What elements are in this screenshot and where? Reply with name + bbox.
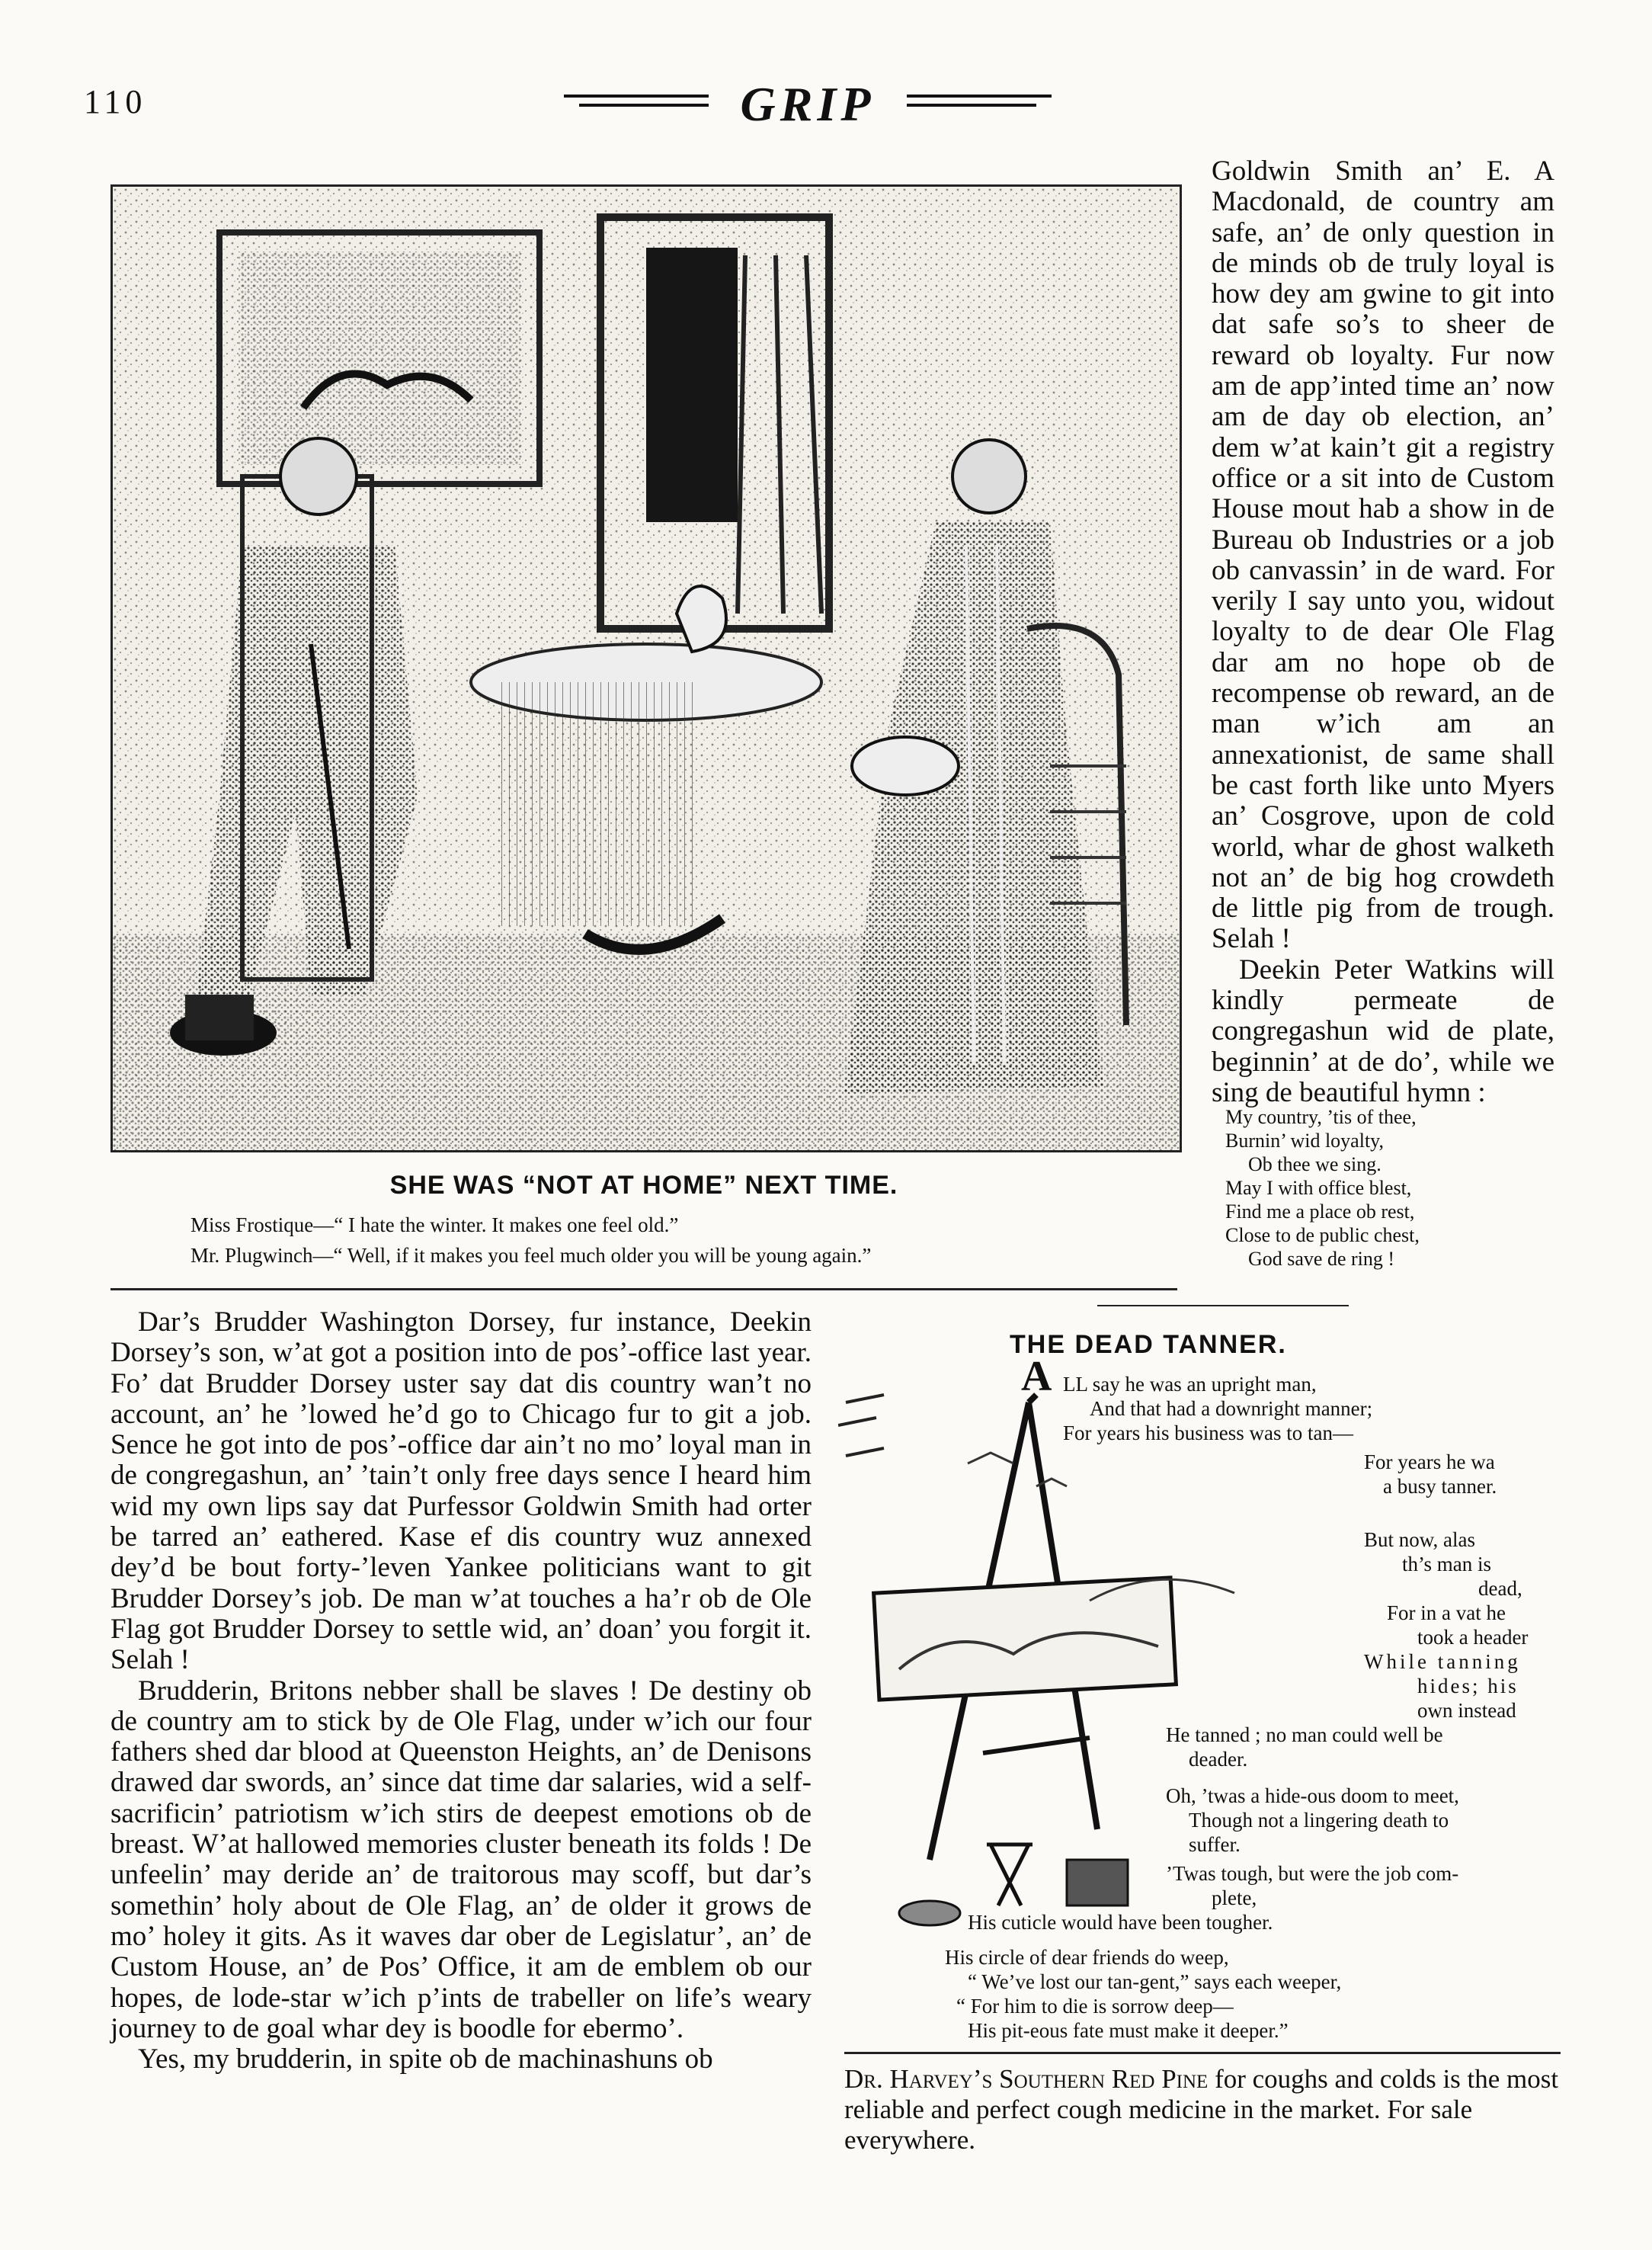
poem-line: hides; his xyxy=(1417,1675,1519,1697)
hymn-line: God save de ring ! xyxy=(1248,1248,1395,1270)
poem-line: For in a vat he xyxy=(1387,1601,1506,1624)
divider xyxy=(844,2052,1561,2054)
poem-line: His cuticle would have been tougher. xyxy=(968,1911,1273,1934)
right-column-text xyxy=(1212,156,1554,1108)
cartoon-illustration xyxy=(110,184,1182,1152)
page-number: 110 xyxy=(84,83,147,120)
poem-line: ’Twas tough, but were the job com- xyxy=(1166,1862,1459,1885)
ad-brand: Dr. Harvey’s Southern Red Pine xyxy=(844,2064,1209,2094)
parlour-scene-drawing xyxy=(113,187,1180,1150)
drop-cap: A xyxy=(1021,1353,1052,1400)
left-column-text xyxy=(110,1307,812,2075)
poem-title: THE DEAD TANNER. xyxy=(1010,1330,1287,1359)
paragraph: Deekin Peter Watkins will kindly permeate de congregashun wid de plate, beginnin’ at de do’, while we sing de beautiful hymn : xyxy=(1212,954,1554,1108)
cartoon-caption-line: Mr. Plugwinch—“ Well, if it makes you feel much older you will be young again.” xyxy=(190,1244,872,1267)
poem-line: But now, alas xyxy=(1364,1528,1475,1551)
poem-line: His pit-eous fate must make it deeper.” xyxy=(968,2019,1289,2042)
poem-line: own instead xyxy=(1417,1699,1516,1722)
cartoon-caption-title: SHE WAS “NOT AT HOME” NEXT TIME. xyxy=(389,1171,898,1200)
poem-line: suffer. xyxy=(1189,1833,1241,1856)
poem-text: LL say he was an upright man, xyxy=(1063,1373,1317,1396)
poem-line: For years his business was to tan— xyxy=(1063,1421,1353,1444)
poem-line: deader. xyxy=(1189,1748,1248,1771)
hymn-line: Ob thee we sing. xyxy=(1248,1153,1381,1175)
hymn-line: Find me a place ob rest, xyxy=(1225,1200,1415,1223)
cartoon-caption-line: Miss Frostique—“ I hate the winter. It makes one feel old.” xyxy=(190,1213,679,1236)
poem-line: While tanning xyxy=(1364,1650,1521,1673)
advertisement xyxy=(844,2064,1561,2155)
masthead-title: GRIP xyxy=(740,77,876,131)
divider xyxy=(110,1288,1177,1290)
poem-line: For years he wa xyxy=(1364,1450,1495,1473)
paragraph: Dar’s Brudder Washington Dorsey, fur instance, Deekin Dorsey’s son, w’at got a position into de pos’-office last year. Fo’ dat Brudder Dorsey uster say dat dis country wan’t no account, an’ he ’lowed he’d go to Chicago fur to git a job. Sence he got into de pos’-office dar ain’t no mo’ loyal man in de congregashun, an’ ’tain’t only free days sence I heard him wid my own lips say dat Purfessor Goldwin Smith had orter be tarred an’ eathered. Kase ef dis country wuz annexed dey’d be bout forty-’leven Yankee politicians want to git Brudder Dorsey’s job. De man w’at touches a ha’r ob de Ole Flag got Brudder Dorsey to settle wid, an’ doan’ you forgit it. Selah ! xyxy=(110,1306,812,1676)
poem-line: Oh, ’twas a hide-ous doom to meet, xyxy=(1166,1784,1459,1807)
poem-line: th’s man is xyxy=(1402,1553,1492,1575)
poem-line: plete, xyxy=(1212,1886,1257,1909)
ad-text: for coughs and colds is the most reliable and perfect cough medicine in the market. For sale everywhere. xyxy=(844,2064,1559,2155)
paragraph: Goldwin Smith an’ E. A Macdonald, de country am safe, an’ de only question in de minds ob de truly loyal is how dey am gwine to git into dat safe so’s to sheer de reward ob loyalty. Fur now am de app’inted time an’ now am de day ob election, an’ dem w’at kain’t git a registry office or a sit into de Custom House mout hab a show in de Bureau ob Industries or a job ob canvassin’ in de ward. For verily I say unto you, widout loyalty to de dear Ole Flag dar am no hope ob de recompense ob reward, an de man w’ich am an annexationist, de same shall be cast forth like unto Myers an’ Cosgrove, upon de cold world, whar de ghost walketh not an’ de big hog crowdeth de little pig from de trough. Selah ! xyxy=(1212,155,1554,955)
poem-line xyxy=(1021,1353,1317,1400)
poem-line: “ For him to die is sorrow deep— xyxy=(956,1995,1234,2018)
poem-line: Though not a lingering death to xyxy=(1189,1809,1449,1832)
poem-line: His circle of dear friends do weep, xyxy=(945,1946,1229,1969)
poem-line: dead, xyxy=(1478,1577,1522,1600)
hymn-line: May I with office blest, xyxy=(1225,1177,1412,1199)
poem-line: took a header xyxy=(1417,1626,1529,1649)
hymn-line: Close to de public chest, xyxy=(1225,1224,1420,1246)
poem-line: He tanned ; no man could well be xyxy=(1166,1723,1443,1746)
paragraph: Brudderin, Britons nebber shall be slaves ! De destiny ob de country am to stick by de Ole Flag, under w’ich our four fathers shed dar blood at Queenston Heights, an’ de Denisons drawed dar swords, an’ since dat time dar salaries, wid a self-sacrificin’ patriotism w’ich stirs de deepest emotions ob de breast. W’at hallowed memories cluster beneath its folds ! De unfeelin’ may deride an’ de traitorous may scoff, but dar’s somethin’ holy about de Ole Flag, an’ de older it grows de mo’ holey it gits. As it waves dar ober de Legislatur’, an’ de Custom House, an’ de Pos’ Office, it am de emblem ob our hopes, de lode-star w’ich p’ints de trabeller on life’s weary journey to de goal whar dey is boodle for ebermo’. xyxy=(110,1675,812,2044)
paragraph: Yes, my brudderin, in spite ob de machinashuns ob xyxy=(138,2043,713,2075)
hymn-verse xyxy=(1225,1105,1420,1271)
hymn-line: My country, ’tis of thee, xyxy=(1225,1106,1417,1128)
divider xyxy=(1097,1305,1349,1306)
poem-line: And that had a downright manner; xyxy=(1090,1397,1373,1420)
poem-line: a busy tanner. xyxy=(1383,1475,1497,1498)
poem-line: “ We’ve lost our tan-gent,” says each weeper, xyxy=(968,1970,1342,1993)
hymn-line: Burnin’ wid loyalty, xyxy=(1225,1130,1384,1152)
masthead xyxy=(564,76,1052,130)
